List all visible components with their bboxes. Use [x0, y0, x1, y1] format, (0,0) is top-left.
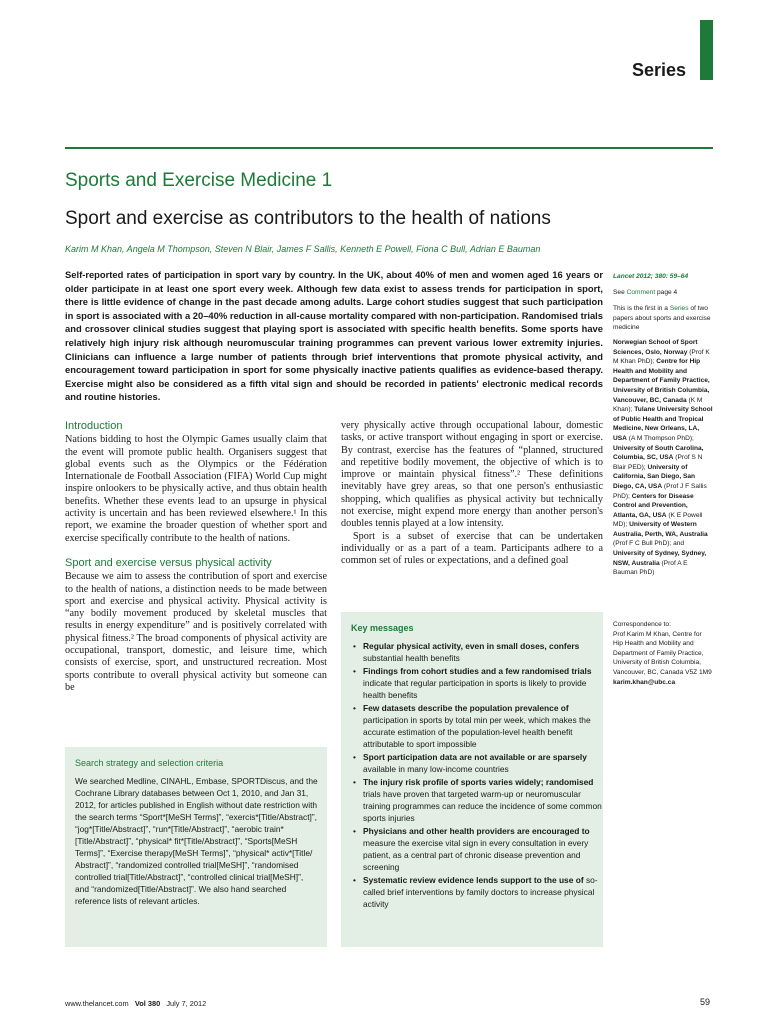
list-item: • Sport participation data are not available or are sparsely available in many low-income countries	[363, 751, 609, 775]
series-name: Sports and Exercise Medicine 1	[65, 170, 333, 191]
list-item: • The injury risk profile of sports varies widely; randomised trials have proven that targeted warm-up or neuromuscular training programmes can reduce the incidence of some common sports injuries	[363, 776, 609, 824]
sidebar-see-comment: See Comment page 4	[613, 289, 678, 296]
search-strategy-box	[65, 747, 327, 947]
correspondence-address: Prof Karim M Khan, Centre for Hip Health and Mobility and Department of Family Practice, University of British Columbia, Vancouver, BC, Canada V5Z 1M9	[613, 630, 712, 676]
section-heading: Sport and exercise versus physical activity	[65, 556, 272, 569]
introduction-paragraph: Nations bidding to host the Olympic Games usually claim that the event will promote public health. Organisers suggest that global events such as the Olympics or the Fédération Internationale de Football Association (FIFA) World Cup might inspire onlookers to be physically active, and thus obtain health benefits. Whether these events lead to an upsurge in physical activity is uncertain and has been reviewed elsewhere.¹ In this report, we examine the broader question of whether sport and exercise specifically contribute to the health of nations.	[65, 434, 327, 544]
key-messages-title: Key messages	[351, 623, 414, 633]
search-strategy-text: We searched Medline, CINAHL, Embase, SPORTDiscus, and the Cochrane Library databases between Oct 1, 2010, and Jan 31, 2012, for articles published in English without date restriction with the search terms “Sport*[MeSH Terms]”, “exercis*[Title/Abstract]”, “jog*[Title/Abstract]”, “run*[Title/Abstract]”, “aerobic train*[Title/Abstract]”, “physical* fit*[Title/Abstract]”, “Sports[MeSH Terms]”, “Exercise therapy[MeSH Terms]”, “physical* activ*[Title/ Abstract]”, “randomized controlled trial[MeSH]”, “randomised controlled trial[Title/Abstract]”, “controlled clinical trial[MeSH]”, and “randomized[Title/Abstract]”. We also hand searched reference lists of relevant articles.	[75, 776, 318, 906]
page-number: 59	[699, 997, 710, 1007]
series-label: Series	[631, 60, 686, 80]
article-title: Sport and exercise as contributors to the health of nations	[65, 208, 551, 229]
sidebar-affiliations: Norwegian School of Sport Sciences, Oslo, Norway (Prof K M Khan PhD); Centre for Hip Health and Mobility and Department of Family Practice, University of British Columbia, Vancouver, BC, Canada (K M Khan); Tulane University School of Public Health and Tropical Medicine, New Orleans, LA, USA (A M Thompson PhD); University of South Carolina, Columbia, SC, USA (Prof S N Blair PED); University of California, San Diego, San Diego, CA, USA (Prof J F Sallis PhD); Centers for Disease Control and Prevention, Atlanta, GA, USA (K E Powell MD); University of Western Australia, Perth, WA, Australia (Prof F C Bull PhD); and University of Sydney, Sydney, NSW, Australia (Prof A E Bauman PhD)	[613, 339, 713, 577]
footer-journal-info	[65, 999, 206, 1008]
list-item: • Few datasets describe the population prevalence of participation in sports by total min per week, which makes the accurate estimation of the population-level health benefit attributable to sport impossible	[363, 702, 609, 750]
series-link[interactable]: Series	[669, 305, 689, 312]
key-messages-list	[351, 640, 609, 911]
body-column-2	[341, 420, 603, 568]
correspondence-email[interactable]: karim.khan@ubc.ca	[613, 678, 676, 686]
list-item: • Findings from cohort studies and a few randomised trials indicate that regular participation in sports is likely to provide health benefits	[363, 665, 609, 701]
header-rule	[65, 147, 713, 149]
list-item: • Regular physical activity, even in small doses, confers substantial health benefits	[363, 640, 609, 664]
column2-paragraph-2: Sport is a subset of exercise that can be undertaken individually or as a part of a team. Participants adhere to a common set of rules or expectations, and a defined goal	[341, 530, 603, 567]
section-paragraph: Because we aim to assess the contribution of sport and exercise to the health of nations, a distinction needs to be made between sport and exercise and physical activity. Physical activity is “any bodily movement produced by skeletal muscles that results in energy expenditure” and is positively correlated with physical fitness.² The broad components of physical activity are occupational, transport, domestic, and leisure time, which consists of exercise, sport, and unstructured recreation. Most sports contribute to overall physical activity but someone can be	[65, 571, 327, 693]
introduction-heading: Introduction	[65, 420, 123, 432]
sidebar-citation: Lancet 2012; 380: 59–64	[613, 273, 689, 280]
author-list: Karim M Khan, Angela M Thompson, Steven N Blair, James F Sallis, Kenneth E Powell, Fiona C Bull, Adrian E Bauman	[65, 244, 541, 254]
comment-link[interactable]: Comment	[626, 289, 656, 296]
abstract: Self-reported rates of participation in sport vary by country. In the UK, about 40% of men and women aged 16 years or older participate in at least one sport every week. Although few data exist to assess trends for participation in sport, there is little evidence of change in the past decade among adults. Large cohort studies suggest that such participation in sport is associated with a 20–40% reduction in all-cause mortality compared with non-participation. Randomised trials and crossover clinical studies suggest that playing sport is associated with specific health benefits. Some sports have relatively high injury risk although neuromuscular training programmes can prevent various lower extremity injuries. Clinicians can influence a large number of patients through brief interventions that promote physical activity, and encouragement toward participation in sport for some physically inactive patients qualifies as evidence-based therapy. Exercise might also be considered as a fifth vital sign and should be recorded in patients' electronic medical records and routine histories.	[65, 269, 603, 403]
key-messages-box	[341, 612, 603, 947]
sidebar-series-note: This is the first in a Series of two papers about sports and exercise medicine	[613, 305, 711, 332]
correspondence-label: Correspondence to:	[613, 621, 671, 628]
column2-paragraph-1: very physically active through occupational labour, domestic tasks, or active transport without engaging in sport or exercise. By contrast, exercise has the features of “planned, structured and repetitive bodily movement, the objective of which is to improve or maintain physical fitness”.² These definitions inevitably have grey areas, so that one person's enthusiastic shopping, which qualifies as physical activity but technically not exercise, might expend more energy than another person's doubles tennis played at a low intensity.	[341, 420, 603, 530]
footer-volume: Vol 380	[134, 999, 161, 1008]
series-accent-bar	[700, 20, 713, 80]
body-column-1	[65, 420, 327, 694]
list-item: • Physicians and other health providers are encouraged to measure the exercise vital sign in every consultation in every patient, as a central part of chronic disease prevention and screening	[363, 825, 609, 873]
footer-site[interactable]: www.thelancet.com	[65, 999, 129, 1008]
sidebar-correspondence	[613, 620, 713, 687]
list-item: • Systematic review evidence lends support to the use of so-called brief interventions by family doctors to increase physical activity	[363, 874, 609, 910]
footer-date: July 7, 2012	[166, 999, 207, 1008]
search-strategy-title: Search strategy and selection criteria	[75, 758, 224, 768]
